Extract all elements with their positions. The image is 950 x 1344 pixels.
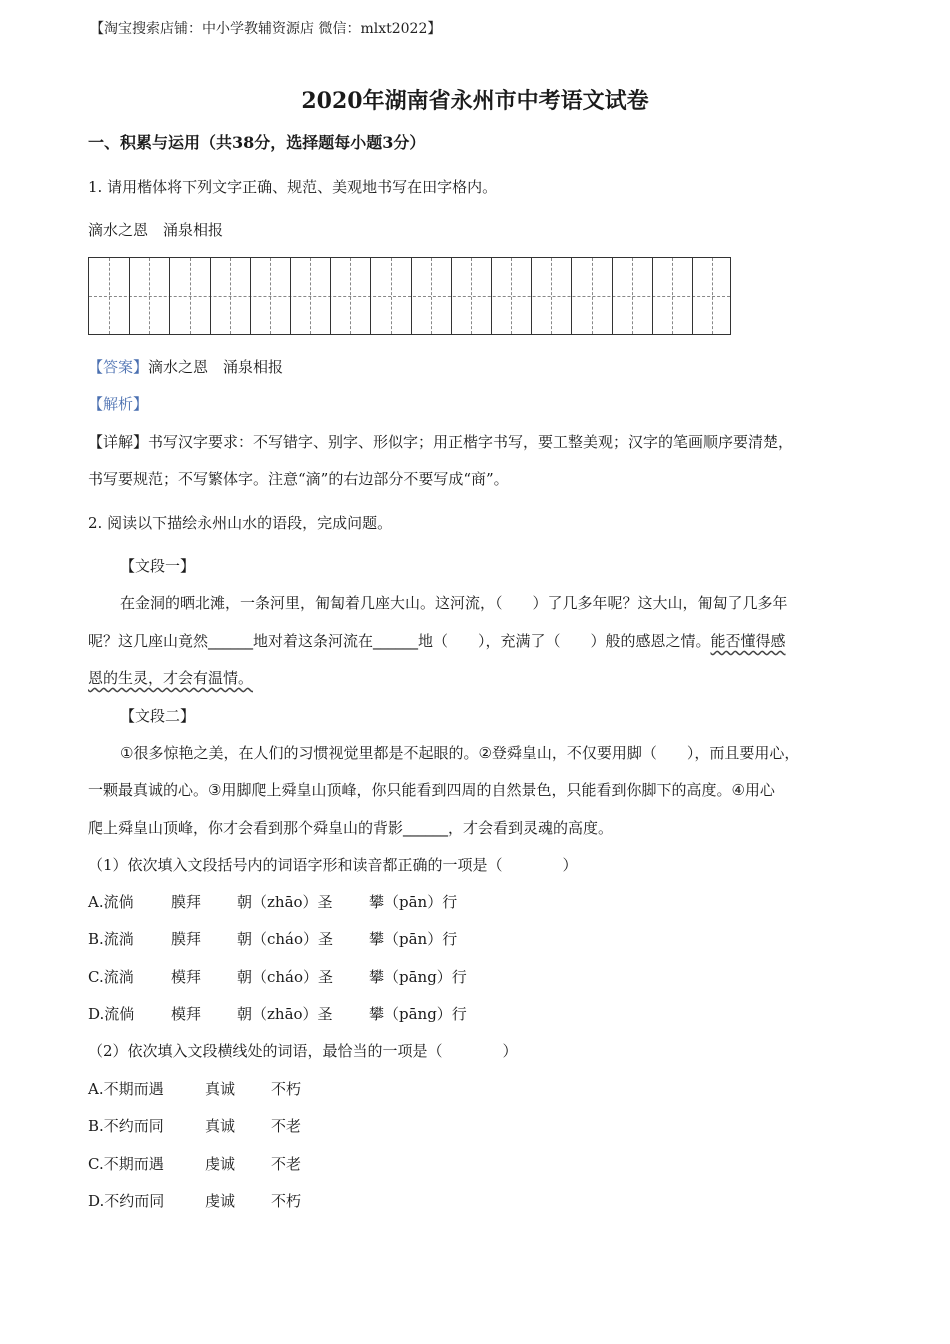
sub1-prompt: （1）依次填入文段括号内的词语字形和读音都正确的一项是（ ） bbox=[88, 856, 578, 874]
option-term: 不朽 bbox=[271, 1191, 302, 1210]
option-term: 模拜 bbox=[171, 967, 202, 986]
option-term: 朝（cháo）圣 bbox=[237, 930, 334, 949]
grid-cell-border bbox=[250, 258, 251, 334]
detail-text-1: 书写汉字要求：不写错字、别字、形似字；用正楷字书写，要工整美观；汉字的笔画顺序要清楚， bbox=[148, 433, 794, 451]
grid-mid-line bbox=[89, 296, 730, 297]
answer-label: 【答案】 bbox=[88, 358, 149, 376]
page-title: 2020年湖南省永州市中考语文试卷 bbox=[301, 88, 649, 114]
option-label: A.不期而遇 bbox=[88, 1080, 164, 1098]
grid-cell-midline bbox=[471, 258, 472, 334]
q1-words: 滴水之恩 涌泉相报 bbox=[88, 221, 224, 239]
grid-cell-midline bbox=[190, 258, 191, 334]
seg1-line-3: 恩的生灵，才会有温情。 bbox=[88, 669, 254, 687]
option-label: D.流倘 bbox=[88, 1004, 135, 1023]
seg2-label: 【文段二】 bbox=[120, 707, 196, 725]
option-term: 攀（pāng）行 bbox=[369, 1004, 467, 1023]
detail-line-2: 书写要规范；不写繁体字。注意“滴”的右边部分不要写成“商”。 bbox=[88, 470, 509, 488]
seg2-line-3: 爬上舜皇山顶峰，你才会看到那个舜皇山的背影______，才会看到灵魂的高度。 bbox=[88, 819, 614, 837]
grid-cell-border bbox=[531, 258, 532, 334]
answer-text: 滴水之恩 涌泉相报 bbox=[148, 358, 284, 376]
option-term: 不朽 bbox=[271, 1080, 302, 1098]
grid-cell-border bbox=[491, 258, 492, 334]
grid-cell-border bbox=[652, 258, 653, 334]
option-term: 真诚 bbox=[205, 1080, 236, 1098]
option-term: 真诚 bbox=[205, 1117, 236, 1136]
option-term: 朝（zhāo）圣 bbox=[237, 1004, 333, 1023]
grid-cell-border bbox=[612, 258, 613, 334]
detail-line-1 bbox=[88, 431, 793, 452]
grid-cell-midline bbox=[391, 258, 392, 334]
grid-cell-border bbox=[210, 258, 211, 334]
option-label: B.流淌 bbox=[88, 930, 134, 949]
grid-cell-border bbox=[692, 258, 693, 334]
q2-prompt: 2. 阅读以下描绘永州山水的语段，完成问题。 bbox=[88, 514, 393, 532]
grid-cell-midline bbox=[712, 258, 713, 334]
option-term: 模拜 bbox=[171, 1004, 202, 1023]
option-term: 膜拜 bbox=[171, 893, 202, 911]
option-term: 膜拜 bbox=[171, 930, 202, 949]
option-term: 攀（pān）行 bbox=[369, 893, 458, 911]
option-label: D.不约而同 bbox=[88, 1191, 165, 1210]
option-term: 虔诚 bbox=[205, 1191, 236, 1210]
option-term: 不老 bbox=[271, 1117, 302, 1136]
grid-cell-border bbox=[411, 258, 412, 334]
tianzige-grid bbox=[88, 257, 731, 335]
watermark-header: 【淘宝搜索店铺：中小学教辅资源店 微信：mlxt2022】 bbox=[90, 21, 442, 37]
grid-cell-border bbox=[129, 258, 130, 334]
seg1-line-1: 在金洞的晒北滩，一条河里，匍匐着几座大山。这河流，（ ）了几多年呢？这大山，匍匐了几多年 bbox=[120, 594, 788, 612]
grid-cell-border bbox=[370, 258, 371, 334]
grid-cell-midline bbox=[230, 258, 231, 334]
grid-cell-midline bbox=[511, 258, 512, 334]
option-label: C.不期而遇 bbox=[88, 1154, 164, 1173]
grid-cell-midline bbox=[431, 258, 432, 334]
grid-cell-midline bbox=[632, 258, 633, 334]
seg2-line-1: ①很多惊艳之美，在人们的习惯视觉里都是不起眼的。②登舜皇山，不仅要用脚（ ），而且要用心， bbox=[120, 744, 800, 762]
option-term: 朝（cháo）圣 bbox=[237, 967, 334, 986]
sub2-prompt: （2）依次填入文段横线处的词语，最恰当的一项是（ ） bbox=[88, 1042, 518, 1060]
grid-cell-border bbox=[451, 258, 452, 334]
grid-cell-midline bbox=[149, 258, 150, 334]
grid-cell-border bbox=[169, 258, 170, 334]
option-label: A.流倘 bbox=[88, 893, 134, 911]
answer-line bbox=[88, 356, 283, 377]
option-term: 虔诚 bbox=[205, 1154, 236, 1173]
option-term: 攀（pāng）行 bbox=[369, 967, 467, 986]
grid-cell-midline bbox=[350, 258, 351, 334]
seg1-line-2 bbox=[88, 630, 786, 651]
detail-label: 【详解】 bbox=[88, 433, 149, 451]
option-term: 不老 bbox=[271, 1154, 302, 1173]
option-label: B.不约而同 bbox=[88, 1117, 164, 1136]
option-term: 攀（pān）行 bbox=[369, 930, 458, 949]
seg2-line-2: 一颗最真诚的心。③用脚爬上舜皇山顶峰，你只能看到四周的自然景色，只能看到你脚下的高度。④用心 bbox=[88, 781, 775, 799]
seg1-label: 【文段一】 bbox=[120, 557, 196, 575]
option-term: 朝（zhāo）圣 bbox=[237, 893, 333, 911]
grid-cell-midline bbox=[672, 258, 673, 334]
grid-cell-border bbox=[571, 258, 572, 334]
grid-cell-midline bbox=[109, 258, 110, 334]
grid-cell-midline bbox=[310, 258, 311, 334]
seg1-line-2b: 能否懂得感 bbox=[710, 632, 786, 650]
seg1-line-2a: 呢？这几座山竟然______地对着这条河流在______地（ ），充满了（ ）般的感恩之情。 bbox=[88, 632, 711, 650]
option-label: C.流淌 bbox=[88, 967, 134, 986]
grid-cell-midline bbox=[551, 258, 552, 334]
grid-cell-midline bbox=[592, 258, 593, 334]
grid-cell-midline bbox=[270, 258, 271, 334]
grid-cell-border bbox=[330, 258, 331, 334]
grid-cell-border bbox=[290, 258, 291, 334]
section-heading: 一、积累与运用（共38分，选择题每小题3分） bbox=[88, 133, 426, 152]
q1-prompt: 1. 请用楷体将下列文字正确、规范、美观地书写在田字格内。 bbox=[88, 178, 498, 196]
analysis-label: 【解析】 bbox=[88, 395, 149, 413]
